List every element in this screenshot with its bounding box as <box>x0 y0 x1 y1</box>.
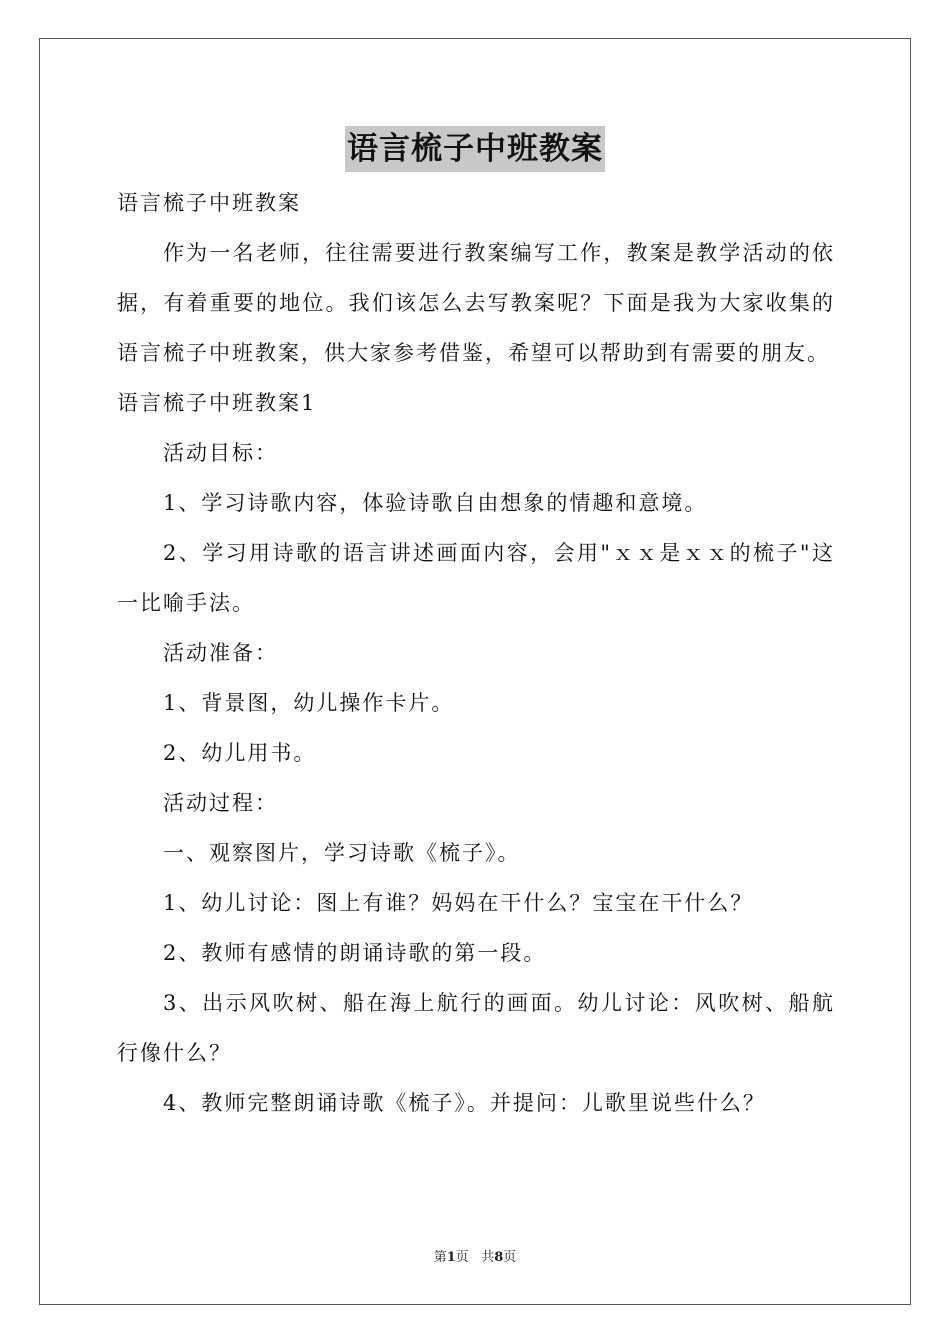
heading-objectives: 活动目标： <box>163 441 278 465</box>
page-suffix: 页 <box>455 1250 469 1265</box>
list-item: 1、背景图，幼儿操作卡片。 <box>163 691 455 715</box>
list-item: 一、观察图片，学习诗歌《梳子》。 <box>163 841 521 865</box>
heading-preparation: 活动准备： <box>163 641 278 665</box>
document-title: 语言梳子中班教案 <box>345 126 605 172</box>
page-total: 8 <box>494 1250 504 1265</box>
list-item: 2、学习用诗歌的语言讲述画面内容，会用"ｘｘ是ｘｘ的梳子"这一比喻手法。 <box>117 541 835 615</box>
page-footer <box>0 1246 950 1265</box>
document-body <box>117 178 835 1128</box>
section-heading: 语言梳子中班教案1 <box>117 391 317 415</box>
list-item: 3、出示风吹树、船在海上航行的画面。幼儿讨论：风吹树、船航行像什么？ <box>117 991 835 1065</box>
paragraph-subtitle: 语言梳子中班教案 <box>117 191 301 215</box>
list-item: 2、幼儿用书。 <box>163 741 317 765</box>
total-suffix: 页 <box>503 1250 517 1265</box>
list-item: 2、教师有感情的朗诵诗歌的第一段。 <box>163 941 547 965</box>
page-prefix: 第 <box>433 1250 447 1265</box>
title-container <box>0 126 950 172</box>
heading-process: 活动过程： <box>163 791 278 815</box>
list-item: 1、幼儿讨论：图上有谁？妈妈在干什么？宝宝在干什么？ <box>163 891 754 915</box>
paragraph-intro: 作为一名老师，往往需要进行教案编写工作，教案是教学活动的依据，有着重要的地位。我们该怎么去写教案呢？下面是我为大家收集的语言梳子中班教案，供大家参考借鉴，希望可以帮助到有需要的朋友。 <box>117 241 835 365</box>
list-item: 1、学习诗歌内容，体验诗歌自由想象的情趣和意境。 <box>163 491 708 515</box>
page-current: 1 <box>446 1250 456 1265</box>
total-prefix: 共 <box>481 1250 495 1265</box>
list-item: 4、教师完整朗诵诗歌《梳子》。并提问：儿歌里说些什么？ <box>163 1091 766 1115</box>
